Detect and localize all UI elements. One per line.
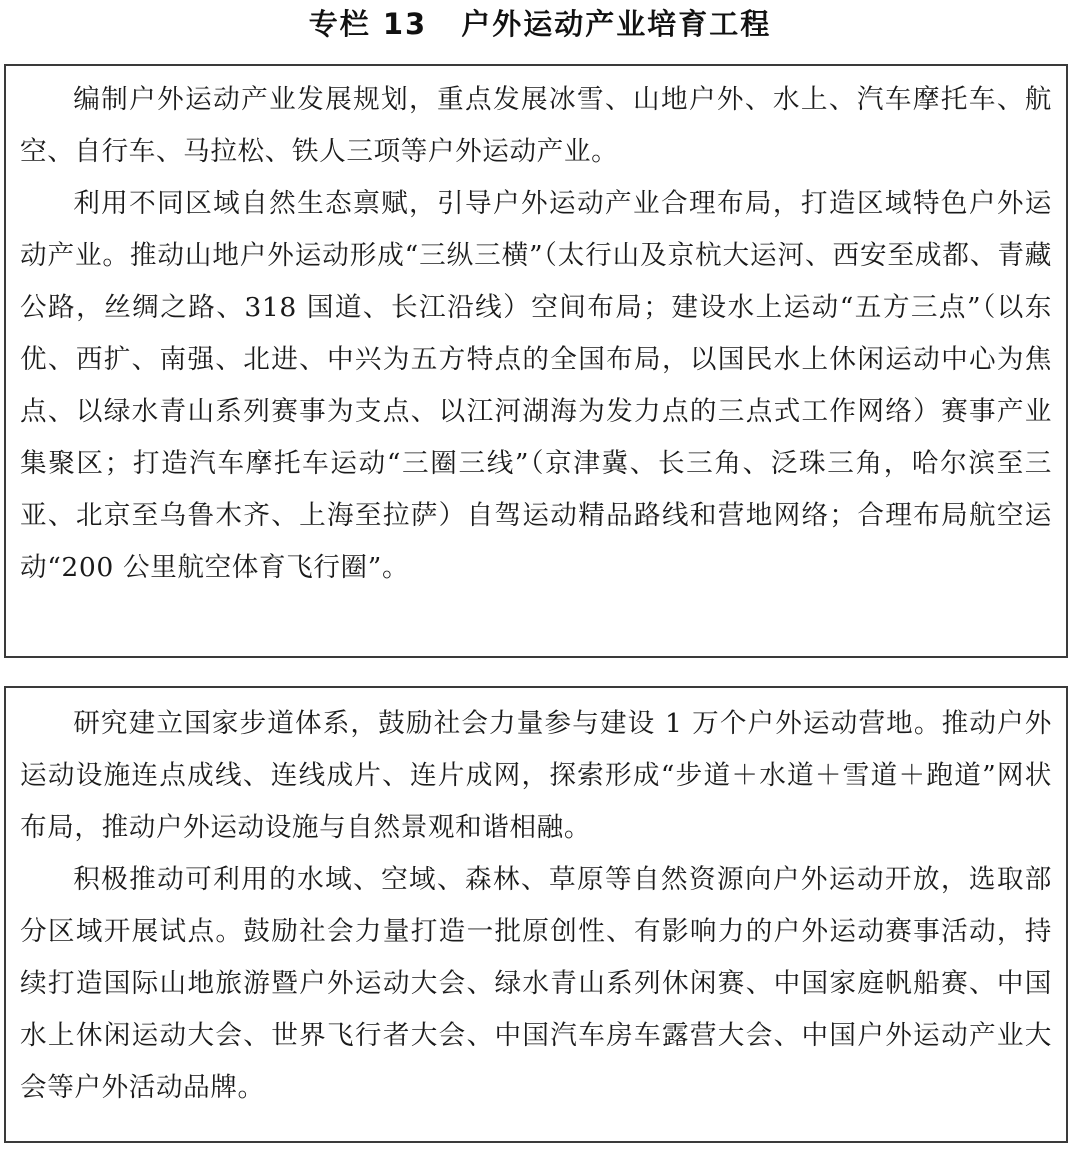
page-title — [0, 2, 1080, 46]
paragraph: 研究建立国家步道体系，鼓励社会力量参与建设 1 万个户外运动营地。推动户外运动设施连点成线、连线成片、连片成网，探索形成“步道＋水道＋雪道＋跑道”网状布局，推动户外运动设施与自然景观和谐相融。 — [20, 708, 1052, 843]
content-box-1 — [4, 64, 1068, 658]
paragraph: 利用不同区域自然生态禀赋，引导户外运动产业合理布局，打造区域特色户外运动产业。推动山地户外运动形成“三纵三横”（太行山及京杭大运河、西安至成都、青藏公路，丝绸之路、318 国道、长江沿线）空间布局；建设水上运动“五方三点”（以东优、西扩、南强、北进、中兴为五方特点的全国布局，以国民水上休闲运动中心为焦点、以绿水青山系列赛事为支点、以江河湖海为发力点的三点式工作网络）赛事产业集聚区；打造汽车摩托车运动“三圈三线”（京津冀、长三角、泛珠三角，哈尔滨至三亚、北京至乌鲁木齐、上海至拉萨）自驾运动精品路线和营地网络；合理布局航空运动“200 公里航空体育飞行圈”。 — [20, 188, 1052, 583]
paragraph: 编制户外运动产业发展规划，重点发展冰雪、山地户外、水上、汽车摩托车、航空、自行车、马拉松、铁人三项等户外运动产业。 — [20, 84, 1052, 167]
content-box-2 — [4, 686, 1068, 1143]
column-title: 户外运动产业培育工程 — [461, 7, 772, 41]
paragraph: 积极推动可利用的水域、空域、森林、草原等自然资源向户外运动开放，选取部分区域开展试点。鼓励社会力量打造一批原创性、有影响力的户外运动赛事活动，持续打造国际山地旅游暨户外运动大会、绿水青山系列休闲赛、中国家庭帆船赛、中国水上休闲运动大会、世界飞行者大会、中国汽车房车露营大会、中国户外运动产业大会等户外活动品牌。 — [20, 864, 1052, 1103]
column-number: 专栏 13 — [308, 7, 428, 41]
